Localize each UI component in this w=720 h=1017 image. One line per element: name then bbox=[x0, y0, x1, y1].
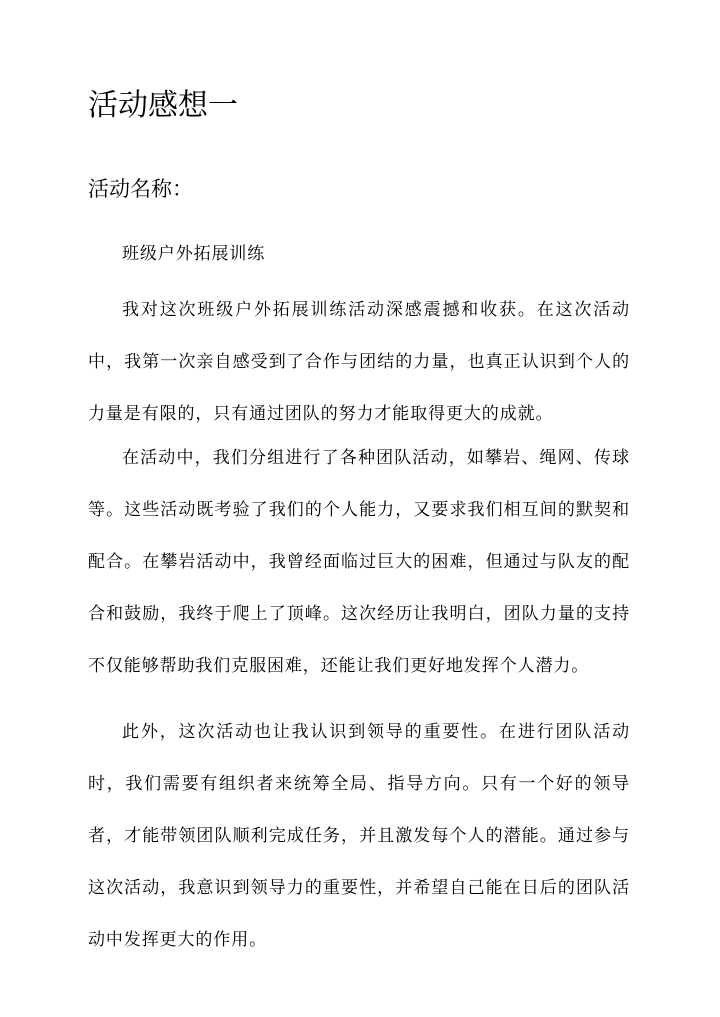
page-title: 活动感想一 bbox=[88, 88, 238, 123]
paragraph-2: 在活动中，我们分组进行了各种团队活动，如攀岩、绳网、传球等。这些活动既考验了我们的个人能力，又要求我们相互间的默契和配合。在攀岩活动中，我曾经面临过巨大的困难，但通过与队友的配合和鼓励，我终于爬上了顶峰。这次经历让我明白，团队力量的支持不仅能够帮助我们克服困难，还能让我们更好地发挥个人潜力。 bbox=[88, 448, 630, 676]
paragraph-3: 此外，这次活动也让我认识到领导的重要性。在进行团队活动时，我们需要有组织者来统筹全局、指导方向。只有一个好的领导者，才能带领团队顺利完成任务，并且激发每个人的潜能。通过参与这次活动，我意识到领导力的重要性，并希望自己能在日后的团队活动中发挥更大的作用。 bbox=[88, 722, 630, 950]
section-heading-activity-name: 活动名称： bbox=[88, 177, 193, 201]
paragraph-1: 我对这次班级户外拓展训练活动深感震撼和收获。在这次活动中，我第一次亲自感受到了合作与团结的力量，也真正认识到个人的力量是有限的，只有通过团队的努力才能取得更大的成就。 bbox=[88, 300, 630, 424]
activity-name-text: 班级户外拓展训练 bbox=[122, 244, 266, 264]
